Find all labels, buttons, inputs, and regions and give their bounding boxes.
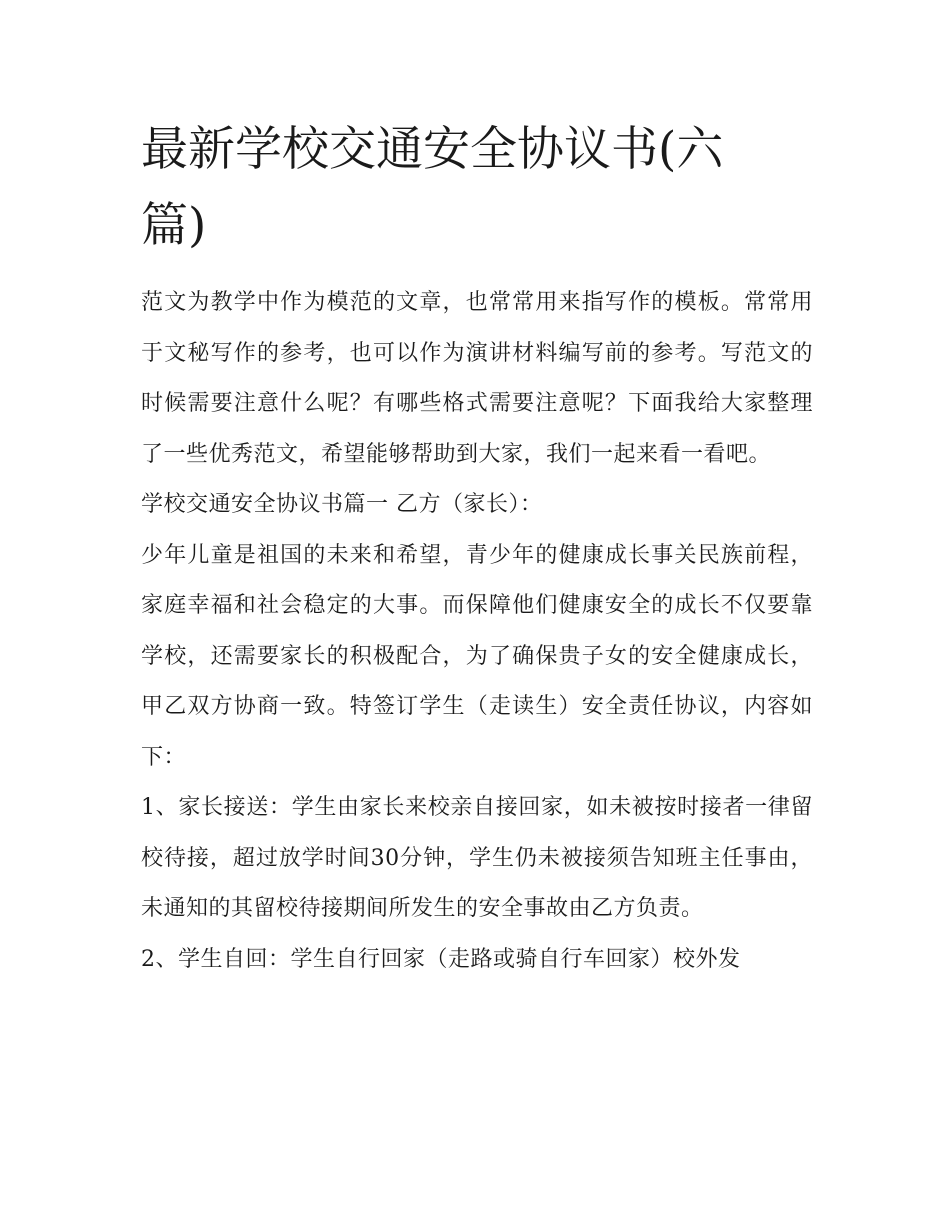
intro-paragraph: 范文为教学中作为模范的文章，也常常用来指写作的模板。常常用于文秘写作的参考，也可以作为演讲材料编写前的参考。写范文的时候需要注意什么呢？有哪些格式需要注意呢？下面我给大家整理了一些优秀范文，希望能够帮助到大家，我们一起来看一看吧。 <box>141 290 813 467</box>
agreement-preamble: 少年儿童是祖国的未来和希望，青少年的健康成长事关民族前程，家庭幸福和社会稳定的大事。而保障他们健康安全的成长不仅要靠学校，还需要家长的积极配合，为了确保贵子女的安全健康成长，甲乙双方协商一致。特签订学生（走读生）安全责任协议，内容如下： <box>141 542 813 770</box>
document-page <box>141 112 813 985</box>
document-title: 最新学校交通安全协议书(六篇) <box>141 122 724 253</box>
clause-2: 2、学生自回：学生自行回家（走路或骑自行车回家）校外发 <box>141 946 741 972</box>
clause-1: 1、家长接送：学生由家长来校亲自接回家，如未被按时接者一律留校待接，超过放学时间30分钟，学生仍未被接须告知班主任事由，未通知的其留校待接期间所发生的安全事故由乙方负责。 <box>141 795 813 921</box>
section-heading: 学校交通安全协议书篇一 乙方（家长）： <box>141 492 543 517</box>
